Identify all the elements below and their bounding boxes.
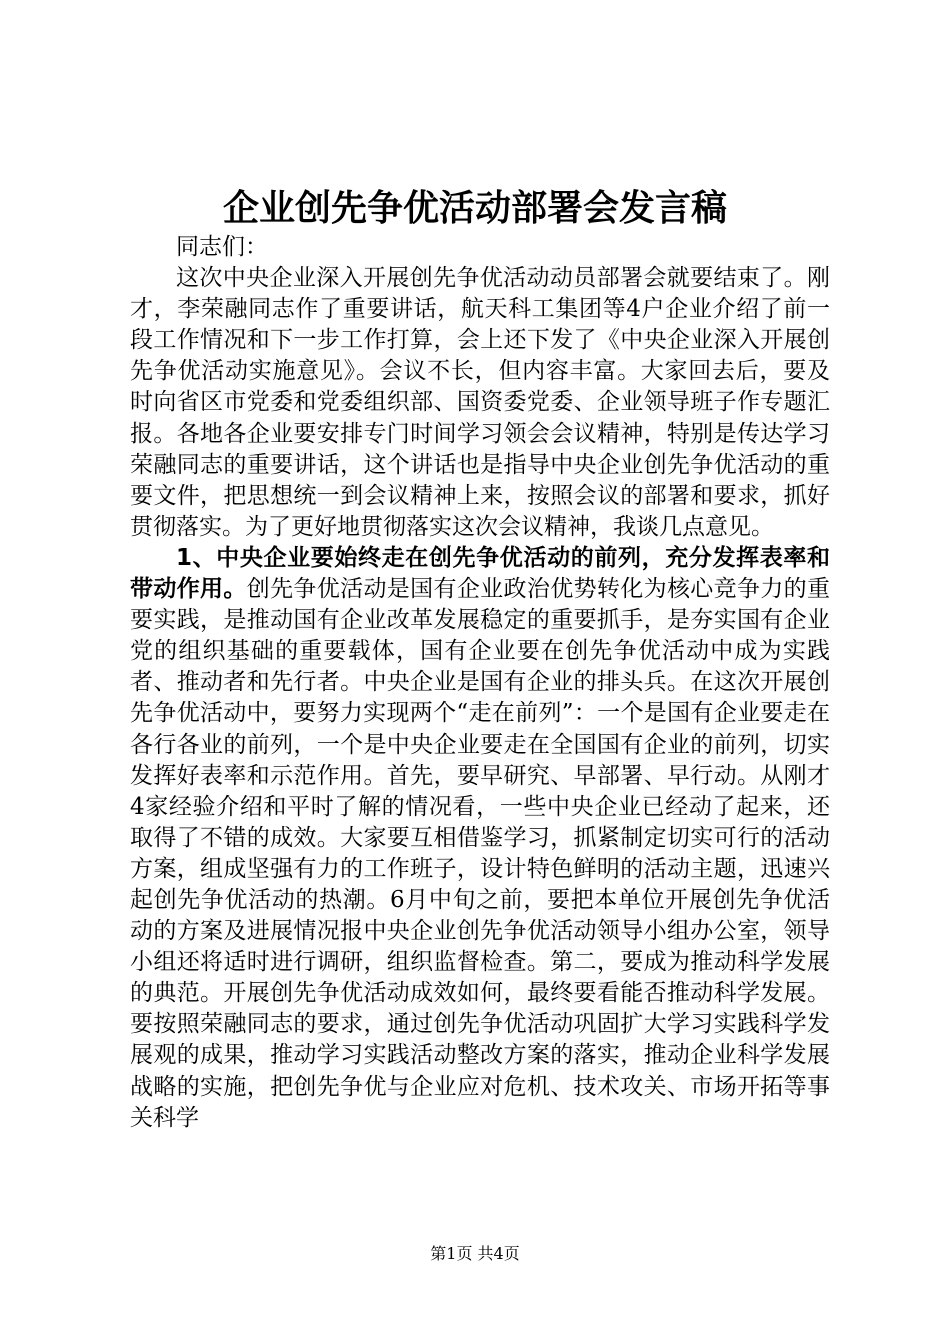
section-1-body: 创先争优活动是国有企业政治优势转化为核心竞争力的重要实践，是推动国有企业改革发展稳定的重要抓手，是夯实国有企业党的组织基础的重要载体，国有企业要在创先争优活动中成为实践者、推动者和先行者。中央企业是国有企业的排头兵。在这次开展创先争优活动中，要努力实现两个“走在前列”：一个是国有企业要走在各行各业的前列，一个是中央企业要走在全国国有企业的前列，切实发挥好表率和示范作用。首先，要早研究、早部署、早行动。从刚才4家经验介绍和平时了解的情况看，一些中央企业已经动了起来，还取得了不错的成效。大家要互相借鉴学习，抓紧制定切实可行的活动方案，组成坚强有力的工作班子，设计特色鲜明的活动主题，迅速兴起创先争优活动的热潮。6月中旬之前，要把本单位开展创先争优活动的方案及进展情况报中央企业创先争优活动领导小组办公室，领导小组还将适时进行调研，组织监督检查。第二，要成为推动科学发展的典范。开展创先争优活动成效如何，最终要看能否推动科学发展。要按照荣融同志的要求，通过创先争优活动巩固扩大学习实践科学发展观的成果，推动学习实践活动整改方案的落实，推动企业科学发展战略的实施，把创先争优与企业应对危机、技术攻关、市场开拓等事关科学 [130, 576, 831, 1131]
document-title: 企业创先争优活动部署会发言稿 [222, 187, 727, 229]
paragraph-section-1 [130, 543, 830, 1134]
paragraph-intro: 这次中央企业深入开展创先争优活动动员部署会就要结束了。刚才，李荣融同志作了重要讲话，航天科工集团等4户企业介绍了前一段工作情况和下一步工作打算，会上还下发了《中央企业深入开展创先争优活动实施意见》。会议不长，但内容丰富。大家回去后，要及时向省区市党委和党委组织部、国资委党委、企业领导班子作专题汇报。各地各企业要安排专门时间学习领会会议精神，特别是传达学习荣融同志的重要讲话，这个讲话也是指导中央企业创先争优活动的重要文件，把思想统一到会议精神上来，按照会议的部署和要求，抓好贯彻落实。为了更好地贯彻落实这次会议精神，我谈几点意见。 [130, 265, 830, 540]
section-1-heading: 1、中央企业要始终走在创先争优活动的前列，充分发挥表率和带动作用。 [130, 544, 830, 603]
page-number-footer: 第1页 共4页 [430, 1244, 520, 1263]
document-body [130, 232, 830, 1134]
salutation: 同志们： [176, 234, 268, 260]
